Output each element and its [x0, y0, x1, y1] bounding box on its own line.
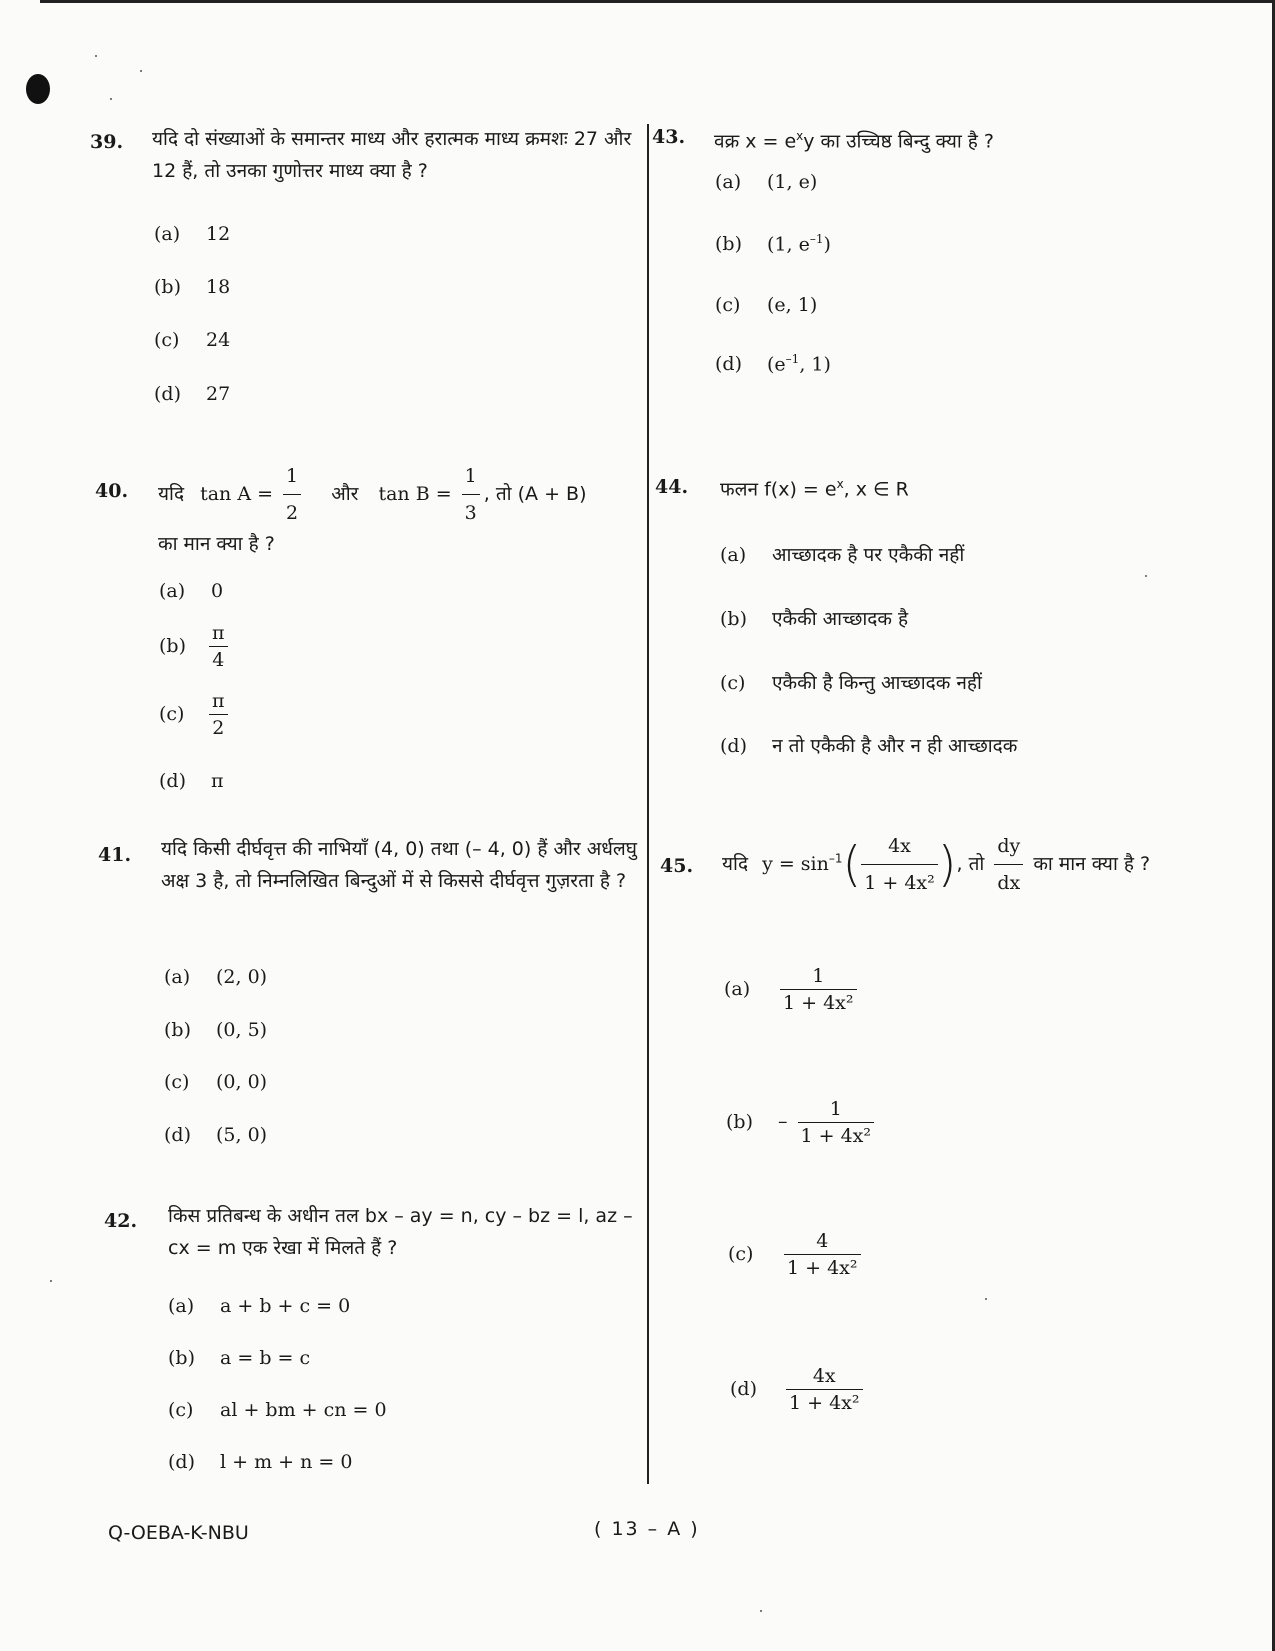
question-number: 40.	[95, 480, 129, 502]
page-border-top	[40, 0, 1275, 3]
scan-speck	[50, 1280, 52, 1282]
option-a[interactable]: (a) (1, e)	[715, 171, 818, 193]
option-a[interactable]: (a) 12	[154, 223, 231, 245]
question-number: 45.	[660, 855, 694, 877]
option-a[interactable]: (a) 0	[159, 580, 224, 602]
option-c[interactable]: (c) (0, 0)	[164, 1071, 268, 1093]
question-number: 44.	[655, 476, 689, 498]
question-45	[660, 830, 1220, 1450]
option-a[interactable]: (a) a + b + c = 0	[168, 1295, 351, 1317]
option-b[interactable]: (b) 18	[154, 276, 231, 298]
option-d[interactable]: (d) न तो एकैकी है और न ही आच्छादक	[720, 735, 1018, 757]
question-text: यदि दो संख्याओं के समान्तर माध्य और हरात्मक माध्य क्रमशः 27 और 12 हैं, तो उनका गुणोत्तर माध्य क्या है ?	[152, 128, 632, 182]
question-number: 39.	[90, 131, 124, 153]
option-c[interactable]: (c) $\frac{\pi}{2}$	[159, 690, 232, 739]
question-43	[652, 126, 1212, 386]
question-text-line2: का मान क्या है ?	[158, 533, 275, 555]
option-b[interactable]: (b) a = b = c	[168, 1347, 311, 1369]
question-text: यदि tan A = $\frac{1}{2}$ और tan B = $\frac{1}{3}$ , तो (A + B)	[158, 460, 648, 529]
question-number: 41.	[98, 844, 132, 866]
option-c[interactable]: (c) एकैकी है किन्तु आच्छादक नहीं	[720, 672, 982, 694]
scan-speck	[760, 1610, 762, 1612]
question-39	[90, 128, 640, 411]
option-d[interactable]: (d) $\frac{4x}{\text{1 + 4x²}}$	[730, 1365, 867, 1414]
question-text: यदि $y = \sin^{-1}$( $\frac{4x}{\text{1 + 4x²}}$ ), तो $\frac{dy}{dx}$ का मान क्या है ?	[722, 830, 1150, 899]
option-a[interactable]: (a) (2, 0)	[164, 966, 268, 988]
question-number: 43.	[652, 126, 686, 148]
question-number: 42.	[104, 1210, 138, 1232]
option-d[interactable]: (d) ($e^{-1}$, 1)	[715, 352, 831, 376]
punch-hole	[26, 74, 50, 104]
option-b[interactable]: (b) $\frac{\pi}{4}$	[159, 622, 232, 671]
option-b[interactable]: (b) एकैकी आच्छादक है	[720, 608, 909, 630]
scan-speck	[1145, 575, 1147, 577]
scan-speck	[985, 1298, 987, 1300]
question-text: फलन $f(x) = e^x$, x ∈ R	[720, 477, 909, 501]
option-a[interactable]: (a) $\frac{1}{\text{1 + 4x²}}$	[724, 965, 861, 1014]
option-c[interactable]: (c) (e, 1)	[715, 294, 818, 316]
option-c[interactable]: (c) $\frac{4}{\text{1 + 4x²}}$	[728, 1230, 865, 1279]
option-c[interactable]: (c) 24	[154, 329, 231, 351]
footer-code: Q-OEBA-K-NBU	[108, 1522, 249, 1544]
option-d[interactable]: (d) π	[159, 770, 224, 792]
option-d[interactable]: (d) 27	[154, 383, 231, 405]
question-41	[98, 838, 648, 1158]
question-text: वक्र $x = e^xy$ का उच्चिष्ठ बिन्दु क्या है ?	[714, 129, 995, 153]
question-44	[655, 476, 1215, 766]
option-a[interactable]: (a) आच्छादक है पर एकैकी नहीं	[720, 544, 965, 566]
question-40	[95, 460, 645, 790]
scan-speck	[95, 55, 97, 57]
question-42	[104, 1205, 649, 1485]
option-b[interactable]: (b) (0, 5)	[164, 1019, 268, 1041]
question-text: किस प्रतिबन्ध के अधीन तल bx – ay = n, cy – bz = l, az – cx = m एक रेखा में मिलते हैं ?	[168, 1205, 633, 1259]
option-d[interactable]: (d) l + m + n = 0	[168, 1451, 353, 1473]
option-d[interactable]: (d) (5, 0)	[164, 1124, 268, 1146]
option-c[interactable]: (c) al + bm + cn = 0	[168, 1399, 387, 1421]
scan-speck	[110, 98, 112, 100]
option-b[interactable]: (b) – $\frac{1}{\text{1 + 4x²}}$	[726, 1098, 878, 1147]
option-b[interactable]: (b) (1, $e^{-1}$)	[715, 232, 831, 256]
page-number: ( 13 – A )	[594, 1518, 700, 1540]
question-text: यदि किसी दीर्घवृत्त की नाभियाँ (4, 0) तथा (– 4, 0) हैं और अर्धलघु अक्ष 3 है, तो निम्नलिखित बिन्दुओं में से किससे दीर्घवृत्त गुज़रता है ?	[161, 838, 638, 892]
scan-speck	[140, 70, 142, 72]
